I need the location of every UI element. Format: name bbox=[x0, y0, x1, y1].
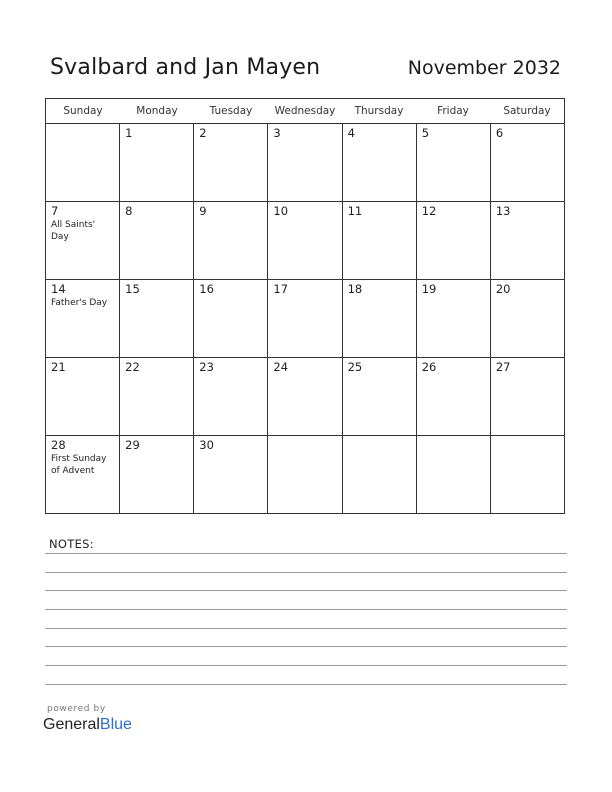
day-number: 30 bbox=[199, 438, 214, 452]
day-number: 24 bbox=[273, 360, 289, 374]
day-cell bbox=[267, 436, 341, 513]
weekday-saturday: Saturday bbox=[503, 105, 551, 117]
day-cell bbox=[490, 280, 564, 357]
day-cell bbox=[342, 280, 416, 357]
week-row bbox=[46, 280, 564, 358]
day-cell bbox=[416, 280, 490, 357]
day-cell bbox=[119, 124, 193, 201]
note-line bbox=[45, 553, 567, 554]
day-cell bbox=[46, 358, 119, 435]
day-number: 4 bbox=[347, 126, 355, 140]
day-number: 13 bbox=[495, 204, 511, 218]
day-cell bbox=[46, 280, 119, 357]
day-number: 17 bbox=[273, 282, 289, 296]
weekday-thursday: Thursday bbox=[354, 105, 404, 117]
day-number: 26 bbox=[421, 360, 437, 374]
holiday-label: First Sunday of Advent bbox=[51, 454, 107, 476]
powered-by-text: powered by bbox=[47, 704, 106, 714]
day-number: 27 bbox=[495, 360, 511, 374]
day-number: 2 bbox=[199, 126, 207, 140]
day-cell bbox=[342, 202, 416, 279]
brand-blue: Blue bbox=[99, 716, 132, 733]
calendar-grid bbox=[45, 98, 565, 514]
day-cell bbox=[46, 124, 119, 201]
day-number: 3 bbox=[273, 126, 281, 140]
day-number: 1 bbox=[125, 126, 133, 140]
day-cell bbox=[267, 280, 341, 357]
day-number: 18 bbox=[347, 282, 363, 296]
day-number: 9 bbox=[199, 204, 207, 218]
day-cell bbox=[490, 436, 564, 513]
note-line bbox=[45, 609, 567, 610]
day-cell bbox=[193, 202, 267, 279]
weekday-wednesday: Wednesday bbox=[274, 105, 336, 117]
brand-logo bbox=[43, 716, 132, 734]
day-number: 15 bbox=[125, 282, 140, 296]
weekday-sunday: Sunday bbox=[63, 105, 103, 117]
day-cell bbox=[490, 202, 564, 279]
day-number: 16 bbox=[199, 282, 214, 296]
day-cell bbox=[193, 280, 267, 357]
day-cell bbox=[119, 280, 193, 357]
note-line bbox=[45, 628, 567, 629]
note-line bbox=[45, 665, 567, 666]
day-cell bbox=[267, 358, 341, 435]
day-number: 28 bbox=[51, 438, 66, 452]
note-line bbox=[45, 646, 567, 647]
notes-label: NOTES: bbox=[49, 537, 94, 551]
day-cell bbox=[342, 436, 416, 513]
weekday-header-row bbox=[46, 99, 564, 124]
day-number: 25 bbox=[347, 360, 363, 374]
note-line bbox=[45, 572, 567, 573]
month-year-title: November 2032 bbox=[407, 57, 561, 79]
day-cell bbox=[342, 124, 416, 201]
day-cell bbox=[119, 202, 193, 279]
week-row bbox=[46, 202, 564, 280]
week-row bbox=[46, 436, 564, 513]
day-cell bbox=[416, 436, 490, 513]
day-number: 7 bbox=[51, 204, 59, 218]
brand-general: General bbox=[43, 716, 100, 733]
day-number: 14 bbox=[51, 282, 66, 296]
weekday-friday: Friday bbox=[437, 105, 469, 117]
note-line bbox=[45, 590, 567, 591]
day-cell bbox=[416, 358, 490, 435]
day-cell bbox=[416, 124, 490, 201]
day-cell bbox=[193, 124, 267, 201]
week-row bbox=[46, 124, 564, 202]
day-cell bbox=[342, 358, 416, 435]
day-number: 10 bbox=[273, 204, 289, 218]
day-cell bbox=[267, 124, 341, 201]
day-cell bbox=[267, 202, 341, 279]
day-number: 20 bbox=[495, 282, 511, 296]
day-number: 21 bbox=[51, 360, 66, 374]
day-cell bbox=[193, 358, 267, 435]
weeks-container bbox=[46, 124, 564, 513]
day-number: 12 bbox=[421, 204, 437, 218]
day-number: 29 bbox=[125, 438, 140, 452]
day-number: 22 bbox=[125, 360, 140, 374]
day-cell bbox=[46, 436, 119, 513]
day-number: 5 bbox=[421, 126, 430, 140]
day-cell bbox=[416, 202, 490, 279]
day-cell bbox=[490, 358, 564, 435]
country-title: Svalbard and Jan Mayen bbox=[50, 55, 321, 80]
weekday-monday: Monday bbox=[136, 105, 178, 117]
holiday-label: All Saints' Day bbox=[51, 220, 96, 242]
day-cell bbox=[193, 436, 267, 513]
weekday-tuesday: Tuesday bbox=[209, 105, 253, 117]
note-line bbox=[45, 684, 567, 685]
day-number: 19 bbox=[421, 282, 437, 296]
day-number: 6 bbox=[495, 126, 504, 140]
day-cell bbox=[119, 436, 193, 513]
day-number: 8 bbox=[125, 204, 133, 218]
day-number: 11 bbox=[347, 204, 363, 218]
day-cell bbox=[46, 202, 119, 279]
holiday-label: Father's Day bbox=[51, 298, 108, 308]
week-row bbox=[46, 358, 564, 436]
day-number: 23 bbox=[199, 360, 214, 374]
day-cell bbox=[490, 124, 564, 201]
day-cell bbox=[119, 358, 193, 435]
